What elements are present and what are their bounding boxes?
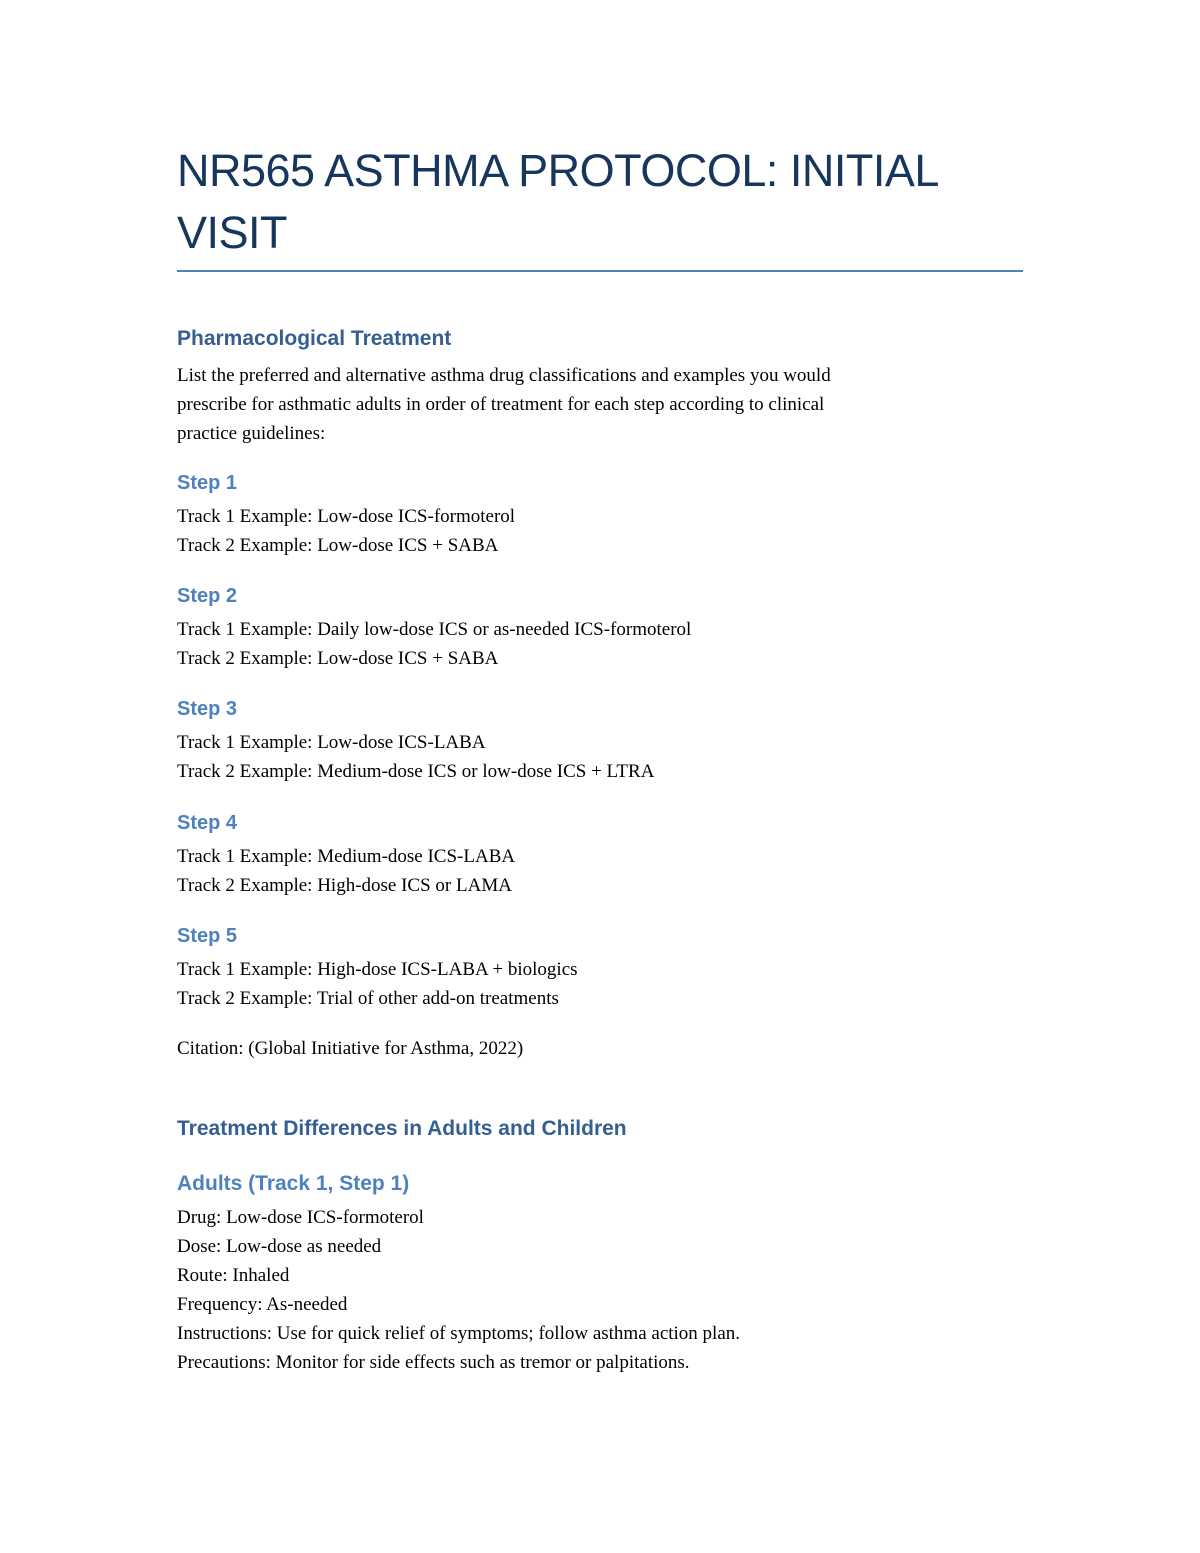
step-3-heading: Step 3 (177, 698, 238, 720)
step-4-track-2: Track 2 Example: High-dose ICS or LAMA (177, 875, 512, 896)
document-title-line-1: NR565 ASTHMA PROTOCOL: INITIAL (177, 145, 939, 196)
intro-line-2: prescribe for asthmatic adults in order of treatment for each step according to clinical (177, 394, 825, 415)
step-5-heading: Step 5 (177, 925, 238, 947)
step-5-section (177, 923, 578, 1013)
step-3-track-1: Track 1 Example: Low-dose ICS-LABA (177, 732, 486, 753)
step-1-heading: Step 1 (177, 472, 238, 494)
step-1-track-2: Track 2 Example: Low-dose ICS + SABA (177, 535, 499, 556)
step-2-track-1: Track 1 Example: Daily low-dose ICS or as-needed ICS-formoterol (177, 619, 692, 640)
intro-line-1: List the preferred and alternative asthma drug classifications and examples you would (177, 365, 831, 386)
adults-section (177, 1171, 740, 1377)
treatment-differences-heading: Treatment Differences in Adults and Children (177, 1117, 627, 1140)
document-title (177, 140, 1023, 264)
step-5-track-1: Track 1 Example: High-dose ICS-LABA + biologics (177, 959, 578, 980)
adults-route: Route: Inhaled (177, 1265, 290, 1286)
document-title-line-2: VISIT (177, 207, 288, 258)
step-3-track-2: Track 2 Example: Medium-dose ICS or low-dose ICS + LTRA (177, 761, 655, 782)
adults-precautions: Precautions: Monitor for side effects such as tremor or palpitations. (177, 1352, 690, 1373)
adults-dose: Dose: Low-dose as needed (177, 1236, 382, 1257)
step-1-body (177, 502, 515, 560)
step-2-heading: Step 2 (177, 585, 238, 607)
intro-paragraph (177, 361, 1023, 448)
intro-line-3: practice guidelines: (177, 423, 326, 444)
adults-details (177, 1203, 740, 1377)
step-1-track-1: Track 1 Example: Low-dose ICS-formoterol (177, 506, 516, 527)
title-underline-rule (177, 270, 1023, 272)
adults-drug: Drug: Low-dose ICS-formoterol (177, 1207, 424, 1228)
document-content (177, 140, 1023, 1373)
adults-heading: Adults (Track 1, Step 1) (177, 1172, 410, 1195)
step-5-track-2: Track 2 Example: Trial of other add-on treatments (177, 988, 559, 1009)
step-3-body (177, 728, 654, 786)
step-4-track-1: Track 1 Example: Medium-dose ICS-LABA (177, 846, 516, 867)
step-2-section (177, 583, 691, 673)
step-5-body (177, 955, 578, 1013)
step-1-section (177, 470, 515, 560)
pharmacological-treatment-heading: Pharmacological Treatment (177, 327, 452, 350)
step-4-body (177, 842, 515, 900)
step-4-section (177, 810, 515, 900)
step-4-heading: Step 4 (177, 812, 238, 834)
adults-instructions: Instructions: Use for quick relief of symptoms; follow asthma action plan. (177, 1323, 741, 1344)
step-2-body (177, 615, 691, 673)
step-3-section (177, 696, 654, 786)
adults-frequency: Frequency: As-needed (177, 1294, 348, 1315)
step-2-track-2: Track 2 Example: Low-dose ICS + SABA (177, 648, 499, 669)
citation: Citation: (Global Initiative for Asthma, 2022) (177, 1038, 524, 1059)
